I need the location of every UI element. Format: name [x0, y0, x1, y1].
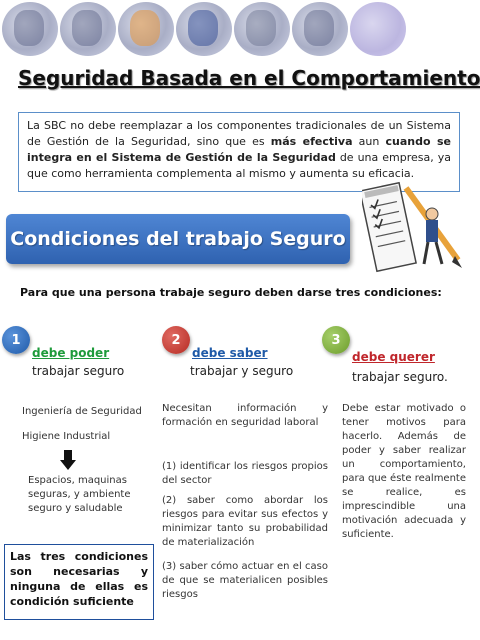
condition-2-item: (1) identificar los riesgos propios del sector [162, 461, 328, 486]
header-photo [292, 2, 348, 56]
header-photo [176, 2, 232, 56]
intro-bold-text: cuando se integra en el Sistema de Gestión de la Seguridad [27, 135, 452, 164]
conditions-banner: Condiciones del trabajo Seguro [6, 214, 350, 264]
condition-heading-2: debe saber [192, 346, 268, 360]
condition-2-item: (3) saber cómo actuar en el caso de que se materialicen posibles riesgos [162, 561, 328, 600]
condition-subheading-2: trabajar y seguro [190, 364, 294, 378]
condition-subheading-3: trabajar seguro. [352, 370, 448, 384]
intro-text: aun [352, 135, 386, 148]
intro-text: La SBC no debe reemplazar a los componentes tradicionales de un Sistema de Gestión de la Seguridad, sino que es [27, 119, 451, 148]
condition-number-1: 1 [2, 326, 30, 354]
intro-text: de una empresa, ya que como herramienta complementa al mismo y aumenta su eficacia. [27, 151, 451, 180]
header-photo [234, 2, 290, 56]
header-photo [2, 2, 58, 56]
header-photo-strip [0, 0, 480, 58]
condition-1-result: Espacios, maquinas seguras, y ambiente seguro y saludable [28, 475, 131, 514]
condition-3-item: Debe estar motivado o tener motivos para hacerlo. Además de poder y saber realizar un comportamiento, para que éste realmente se realice, es imprescindible una motivación adecuada y suficiente. [342, 403, 466, 540]
intro-bold-text: más efectiva [270, 135, 353, 148]
condition-heading-1: debe poder [32, 346, 110, 360]
down-arrow-icon [60, 450, 76, 470]
condition-1-item: Higiene Industrial [22, 431, 111, 442]
condition-number-3: 3 [322, 326, 350, 354]
condition-number-2: 2 [162, 326, 190, 354]
condition-1-item: Ingeniería de Seguridad [22, 406, 142, 417]
conditions-intro: Para que una persona trabaje seguro deben darse tres condiciones: [20, 286, 442, 299]
condition-2-item: (2) saber como abordar los riesgos para evitar sus efectos y minimizar tanto su probabilidad de materialización [162, 495, 328, 548]
condition-heading-3: debe querer [352, 350, 435, 364]
condition-subheading-1: trabajar seguro [32, 364, 125, 378]
header-photo [60, 2, 116, 56]
page-title: Seguridad Basada en el Comportamiento [18, 66, 480, 90]
condition-2-item: Necesitan información y formación en seguridad laboral [162, 403, 328, 428]
clipboard-illustration [362, 178, 466, 278]
conclusion-box: Las tres condiciones son necesarias y ninguna de ellas es condición suficiente [4, 544, 154, 620]
header-photo [350, 2, 406, 56]
header-photo [118, 2, 174, 56]
